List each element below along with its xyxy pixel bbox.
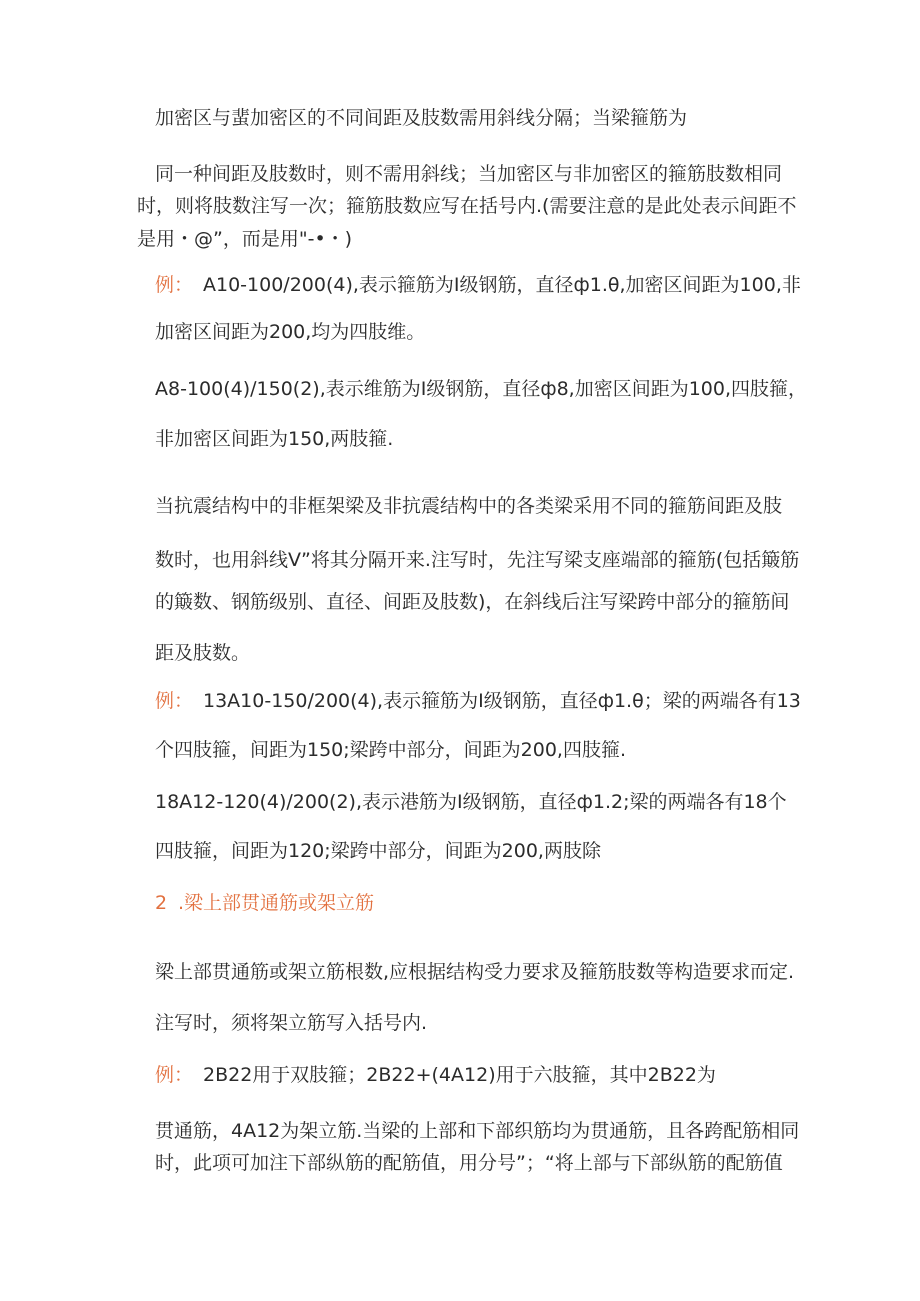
- example-line: A8-100(4)∕150(2),表示维筋为I级钢筋，直径ф8,加密区间距为100,四肢箍，: [155, 378, 808, 400]
- example-line: 加密区间距为200,均为四肢维。: [155, 321, 426, 343]
- paragraph-line: 距及肢数。: [155, 642, 251, 664]
- paragraph-line: 加密区与蜚加密区的不同间距及肢数需用斜线分隔；当梁箍筋为: [155, 107, 688, 129]
- example-line: 个四肢箍，间距为150;梁跨中部分，间距为200,四肢箍.: [155, 739, 627, 761]
- paragraph-line: 是用・@”，而是用"-•・): [137, 228, 353, 250]
- paragraph-line: 的簸数、钢筋级别、直径、间距及肢数)，在斜线后注写梁跨中部分的箍筋间: [155, 591, 790, 613]
- paragraph-line: 梁上部贯通筋或架立筋根数,应根据结构受力要求及箍筋肢数等构造要求而定.: [155, 961, 795, 983]
- example-line: 13A10-150∕200(4),表示箍筋为I级钢筋，直径ф1.θ；梁的两端各有13: [203, 690, 801, 712]
- example-label: 例：: [155, 690, 194, 712]
- paragraph-line: 同一种间距及肢数时，则不需用斜线；当加密区与非加密区的箍筋肢数相同: [155, 163, 783, 185]
- example-line: A10-100∕200(4),表示箍筋为I级钢筋，直径ф1.θ,加密区间距为100,非: [203, 274, 801, 296]
- paragraph-line: 贯通筋，4A12为架立筋.当梁的上部和下部织筋均为贯通筋，且各跨配筋相同: [155, 1120, 800, 1142]
- paragraph-line: 时，则将肢数注写一次；箍筋肢数应写在括号内.(需要注意的是此处表示间距不: [137, 195, 797, 217]
- example-label: 例：: [155, 274, 194, 296]
- paragraph-line: 时，此项可加注下部纵筋的配筋值，用分号”；“将上部与下部纵筋的配筋值: [155, 1152, 783, 1174]
- example-line: 四肢箍，间距为120;梁跨中部分，间距为200,两肢除: [155, 840, 601, 862]
- paragraph-line: 数时，也用斜线V”将其分隔开来.注写时，先注写梁支座端部的箍筋(包括簸筋: [155, 549, 800, 571]
- section-heading: .梁上部贯通筋或架立筋: [178, 892, 375, 914]
- paragraph-line: 注写时，须将架立筋写入括号内.: [155, 1012, 428, 1034]
- paragraph-line: 当抗震结构中的非框架梁及非抗震结构中的各类梁采用不同的箍筋间距及肢: [155, 495, 783, 517]
- section-number: 2: [155, 892, 168, 914]
- example-line: 非加密区间距为150,两肢箍.: [155, 428, 394, 450]
- example-label: 例：: [155, 1064, 194, 1086]
- example-line: 18A12-120(4)∕200(2),表示港筋为I级钢筋，直径ф1.2;梁的两端各有18个: [155, 791, 787, 813]
- example-line: 2B22用于双肢箍；2B22+(4A12)用于六肢箍，其中2B22为: [203, 1064, 716, 1086]
